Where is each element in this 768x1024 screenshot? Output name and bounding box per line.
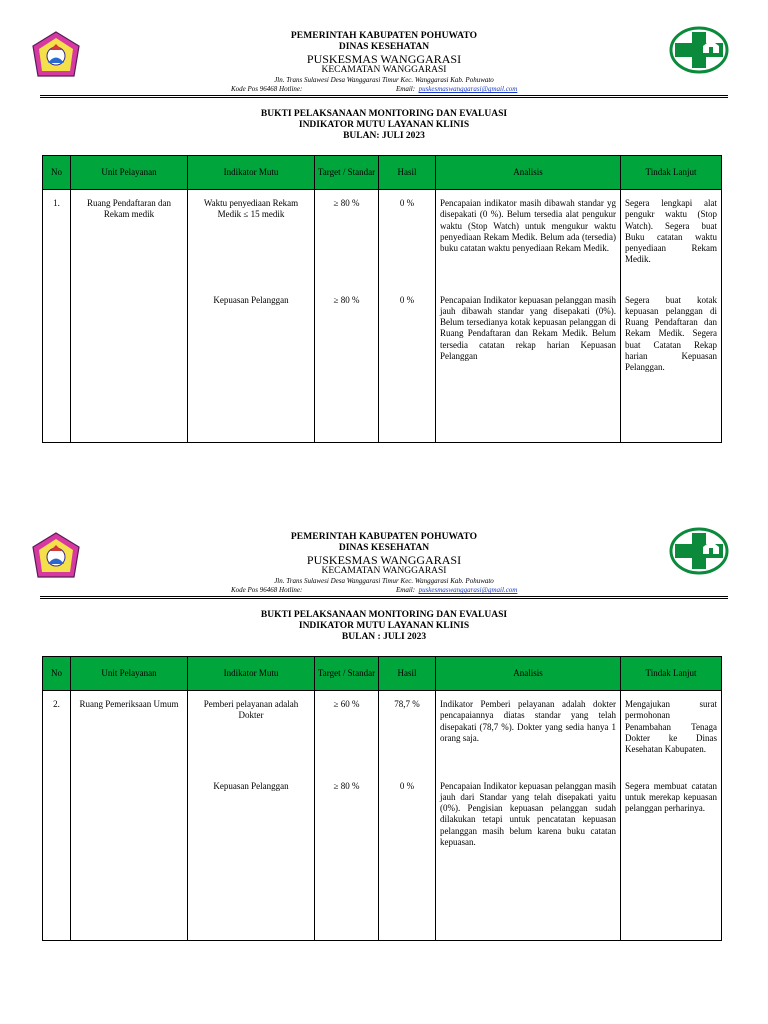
cell-no: [43, 781, 71, 941]
cell-no: 1.: [43, 190, 71, 295]
email-label: Email:: [396, 85, 416, 93]
report-title: BUKTI PELAKSANAAN MONITORING DAN EVALUASI: [260, 610, 508, 620]
indicator-table: [42, 656, 722, 941]
header-government: PEMERINTAH KABUPATEN POHUWATO: [290, 31, 478, 41]
col-header-no: No: [43, 156, 71, 190]
puskesmas-cross-icon: [669, 26, 729, 74]
header-postal: Kode Pos 96468 Hotline:: [231, 85, 303, 93]
indicator-table: [42, 155, 722, 443]
email-link[interactable]: puskesmaswanggarasi@gmail.com: [418, 85, 518, 93]
table-row: [43, 190, 722, 295]
email-link[interactable]: puskesmaswanggarasi@gmail.com: [418, 586, 518, 594]
cell-result: 0 %: [379, 295, 436, 443]
table-header-row: [43, 156, 722, 190]
cell-indicator: Kepuasan Pelanggan: [188, 781, 315, 941]
cell-unit: [71, 295, 188, 443]
header-address: Jln. Trans Sulawesi Desa Wanggarasi Timur Kec. Wanggarasi Kab. Pohuwato: [274, 76, 494, 84]
header-district: KECAMATAN WANGGARASI: [321, 65, 447, 75]
cell-target: ≥ 80 %: [315, 295, 379, 443]
cell-unit: Ruang Pendaftaran dan Rekam medik: [71, 190, 188, 295]
document-page-2: [0, 501, 768, 1024]
header-department: DINAS KESEHATAN: [338, 543, 430, 553]
col-header-no: No: [43, 657, 71, 691]
cell-analysis: Pencapaian Indikator kepuasan pelanggan masih jauh dibawah standar yang disepakati (0%). Belum tersedianya kotak kepuasan pelanggan di Ruang Pendaftaran dan Rekam Medik. Belum tersedia catatan rekap harian Kepuasan Pelanggan: [436, 295, 621, 443]
header-divider: [40, 596, 728, 597]
col-header-unit: Unit Pelayanan: [71, 156, 188, 190]
col-header-target: Target / Standar: [315, 156, 379, 190]
col-header-result: Hasil: [379, 657, 436, 691]
cell-indicator: Kepuasan Pelanggan: [188, 295, 315, 443]
cell-target: ≥ 80 %: [315, 190, 379, 295]
cell-analysis: Pencapaian indikator masih dibawah standar yg disepakati (0 %). Belum tersedia alat pengukur waktu (Stop Watch) untuk mengukur waktu penyediaan Rekam Medik. Belum ada (tersedia) buku catatan waktu penyediaan Rekam Medik.: [436, 190, 621, 295]
cell-indicator: Waktu penyediaan Rekam Medik ≤ 15 medik: [188, 190, 315, 295]
table-header-row: [43, 657, 722, 691]
cell-followup: Mengajukan surat permohonan Penambahan Tenaga Dokter ke Dinas Kesehatan Kabupaten.: [621, 691, 722, 781]
header-puskesmas-name: PUSKESMAS WANGGARASI: [306, 553, 462, 567]
cell-no: [43, 295, 71, 443]
header-postal: Kode Pos 96468 Hotline:: [231, 586, 303, 594]
header-divider: [40, 598, 728, 599]
email-label: Email:: [396, 586, 416, 594]
col-header-result: Hasil: [379, 156, 436, 190]
table-row: [43, 781, 722, 941]
pohuwato-emblem-icon: [30, 531, 82, 583]
col-header-followup: Tindak Lanjut: [621, 156, 722, 190]
col-header-target: Target / Standar: [315, 657, 379, 691]
cell-followup: Segera lengkapi alat pengukr waktu (Stop Watch). Segera buat Buku catatan waktu penyediaan Rekam Medik.: [621, 190, 722, 295]
table-row: [43, 691, 722, 781]
cell-no: 2.: [43, 691, 71, 781]
cell-target: ≥ 60 %: [315, 691, 379, 781]
document-page-1: [0, 0, 768, 500]
cell-indicator: Pemberi pelayanan adalah Dokter: [188, 691, 315, 781]
cell-followup: Segera membuat catatan untuk merekap kepuasan pelanggan perharinya.: [621, 781, 722, 941]
header-divider: [40, 95, 728, 96]
cell-followup: Segera buat kotak kepuasan pelanggan di Ruang Pendaftaran dan Rekam Medik. Segera buat Catatan Rekap harian Kepuasan Pelanggan.: [621, 295, 722, 443]
col-header-analysis: Analisis: [436, 657, 621, 691]
cell-target: ≥ 80 %: [315, 781, 379, 941]
header-address: Jln. Trans Sulawesi Desa Wanggarasi Timur Kec. Wanggarasi Kab. Pohuwato: [274, 577, 494, 585]
letterhead: [0, 501, 768, 599]
cell-unit: Ruang Pemeriksaan Umum: [71, 691, 188, 781]
header-district: KECAMATAN WANGGARASI: [321, 566, 447, 576]
report-month: BULAN: JULI 2023: [343, 131, 425, 141]
puskesmas-cross-icon: [669, 527, 729, 575]
cell-analysis: Pencapaian Indikator kepuasan pelanggan masih jauh dari Standar yang telah disepakati yaitu (0%). Pengisian kepuasan pelanggan sudah dilakukan tetapi untuk pencatatan kepuasan pelanggan masih belum karena buku catatan kepuasan.: [436, 781, 621, 941]
header-government: PEMERINTAH KABUPATEN POHUWATO: [290, 532, 478, 542]
table-row: [43, 295, 722, 443]
cell-result: 0 %: [379, 781, 436, 941]
header-email-line: [396, 586, 517, 594]
col-header-indicator: Indikator Mutu: [188, 156, 315, 190]
col-header-followup: Tindak Lanjut: [621, 657, 722, 691]
header-puskesmas-name: PUSKESMAS WANGGARASI: [306, 52, 462, 66]
col-header-unit: Unit Pelayanan: [71, 657, 188, 691]
col-header-indicator: Indikator Mutu: [188, 657, 315, 691]
letterhead: [0, 0, 768, 98]
report-month: BULAN : JULI 2023: [341, 632, 427, 642]
pohuwato-emblem-icon: [30, 30, 82, 82]
report-subtitle: INDIKATOR MUTU LAYANAN KLINIS: [298, 621, 470, 631]
cell-result: 0 %: [379, 190, 436, 295]
cell-analysis: Indikator Pemberi pelayanan adalah dokter pencapaiannya diatas standar yang telah disepakati (78,7 %). Dokter yang sedia hanya 1 orang saja.: [436, 691, 621, 781]
cell-unit: [71, 781, 188, 941]
col-header-analysis: Analisis: [436, 156, 621, 190]
report-title: BUKTI PELAKSANAAN MONITORING DAN EVALUASI: [260, 109, 508, 119]
header-department: DINAS KESEHATAN: [338, 42, 430, 52]
report-subtitle: INDIKATOR MUTU LAYANAN KLINIS: [298, 120, 470, 130]
cell-result: 78,7 %: [379, 691, 436, 781]
header-divider: [40, 97, 728, 98]
header-email-line: [396, 85, 517, 93]
